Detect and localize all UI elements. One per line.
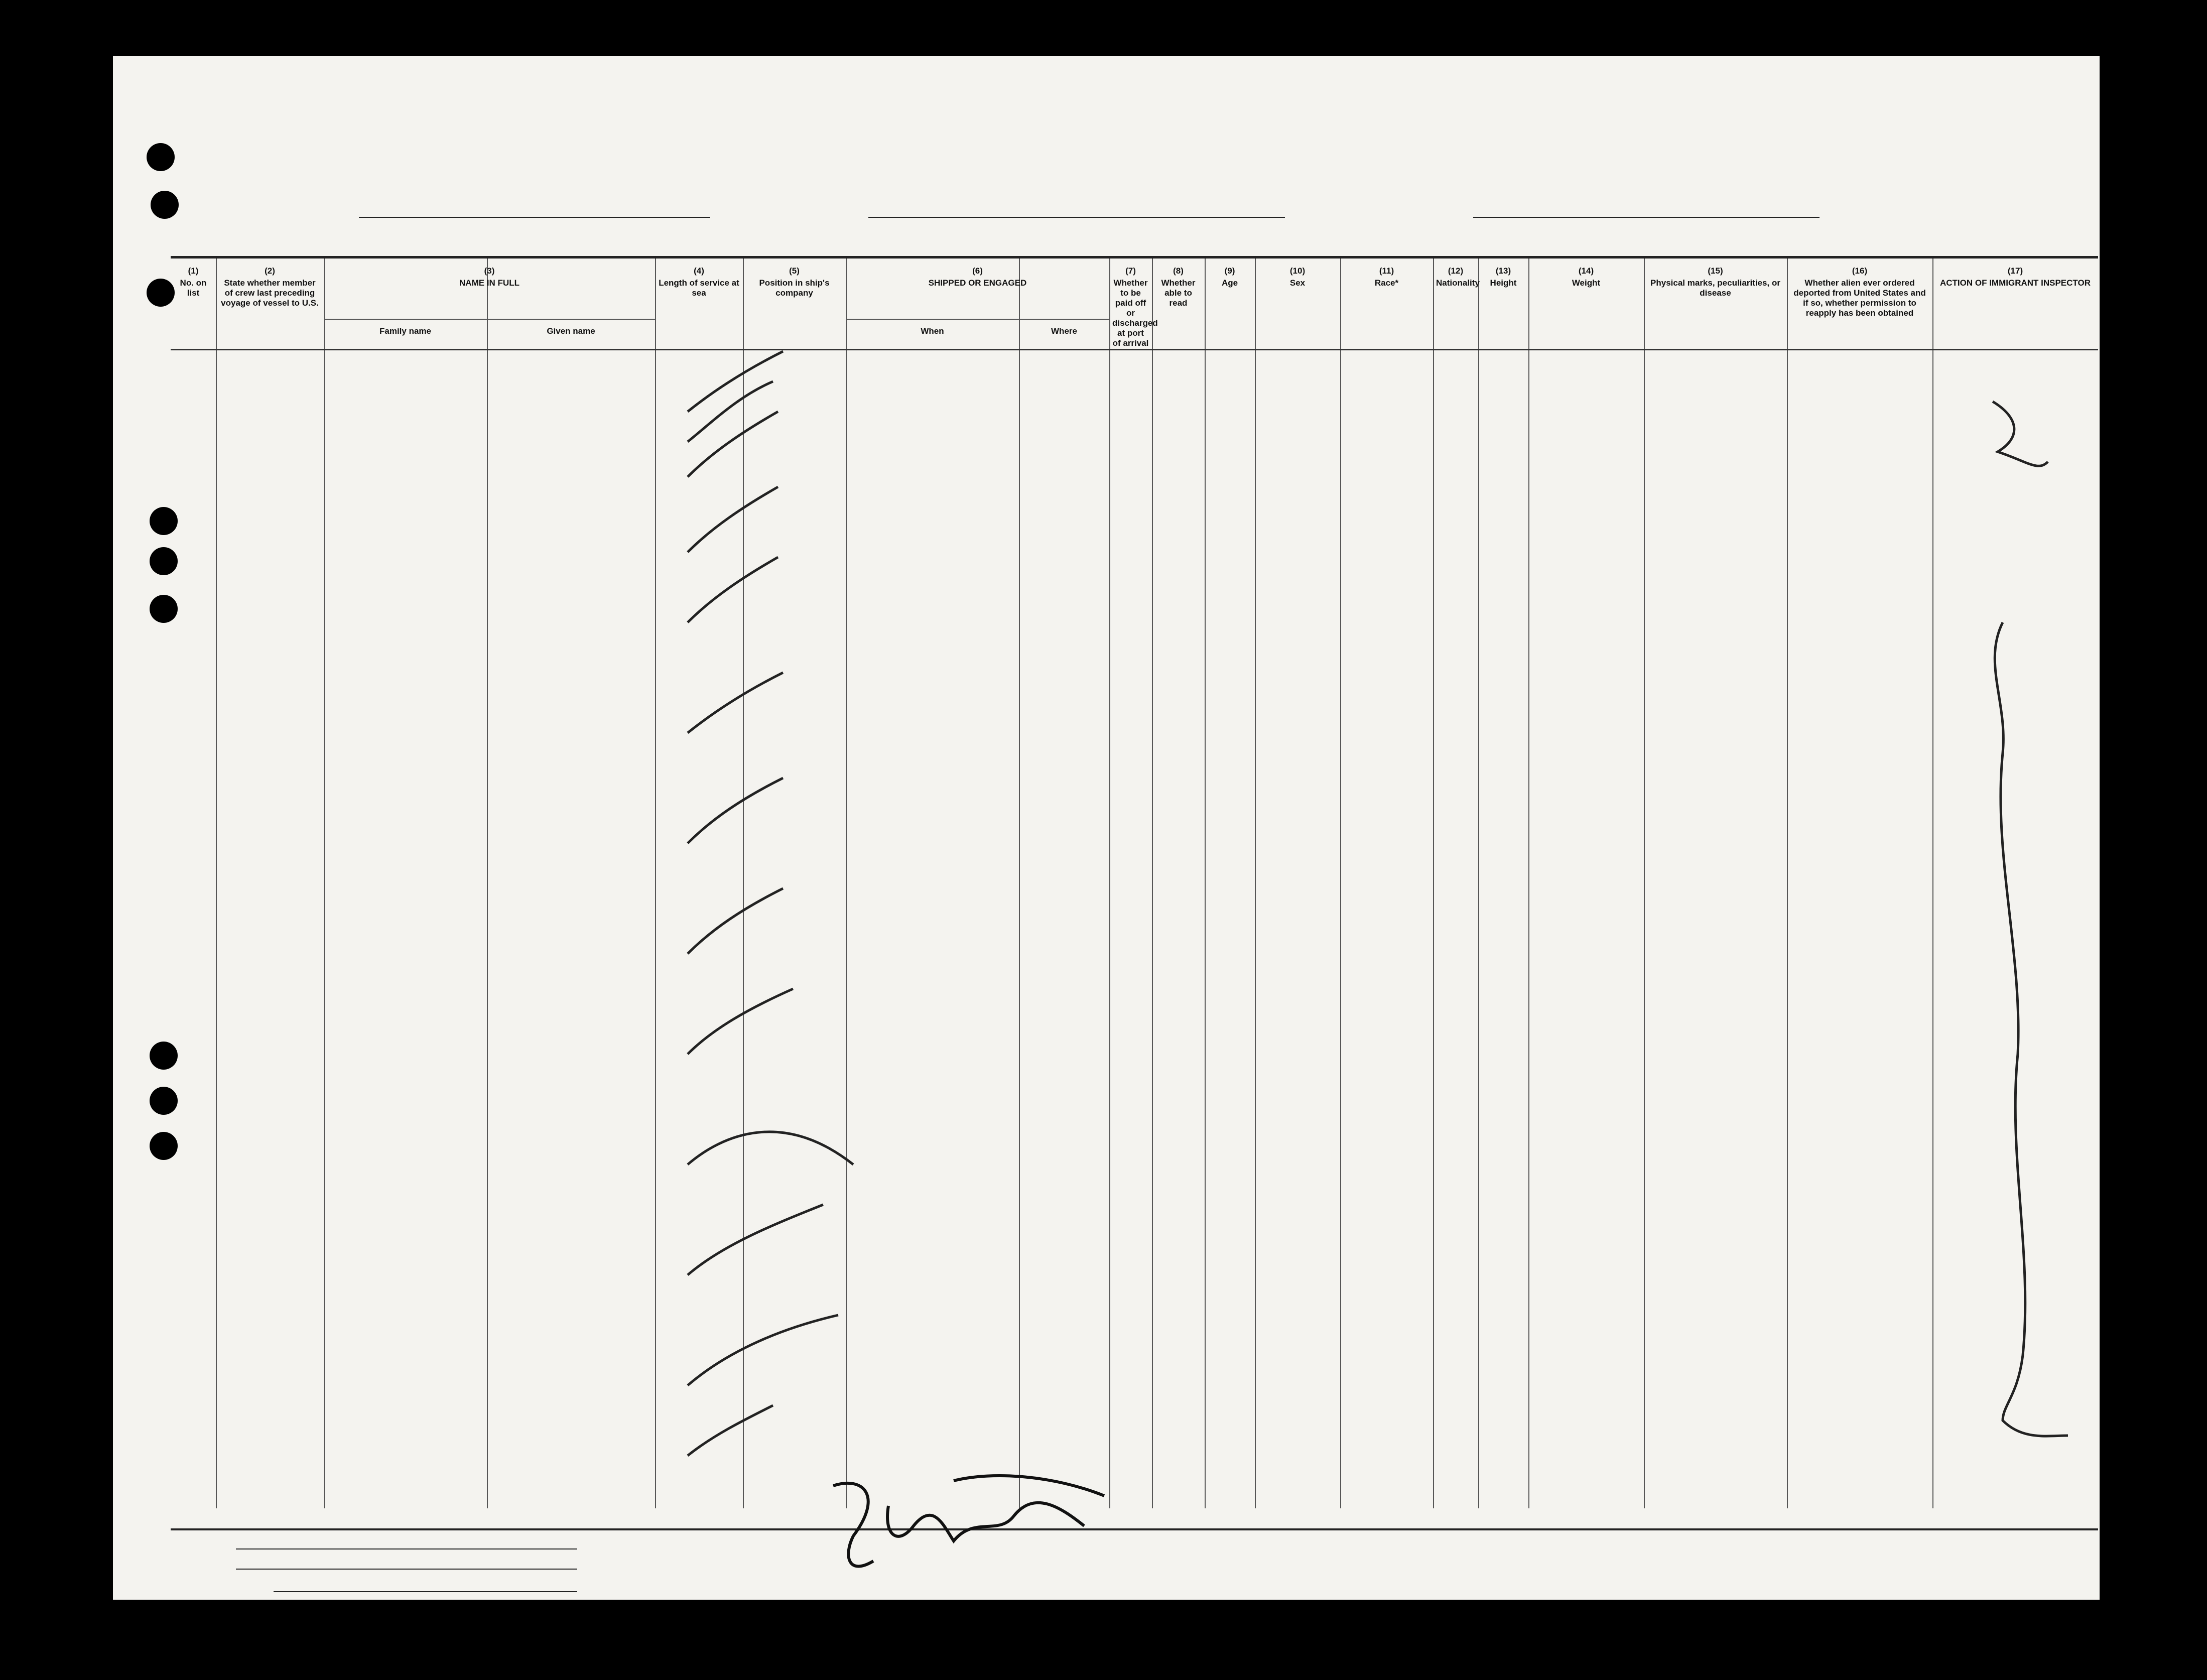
column-header <box>216 266 324 310</box>
column-number: (13) <box>1495 266 1511 276</box>
column-label: Sex <box>1289 278 1306 288</box>
column-label: Height <box>1490 278 1517 288</box>
column-header <box>1152 266 1205 310</box>
column-subheader: Family name <box>379 326 431 336</box>
column-label: State whether member of crew last preceding voyage of vessel to U.S. <box>221 278 319 308</box>
column-header <box>1205 266 1255 290</box>
column-header <box>1787 266 1932 320</box>
column-number: (9) <box>1224 266 1235 276</box>
column-divider <box>1255 259 1256 1508</box>
column-header <box>1255 266 1340 290</box>
column-divider <box>1109 259 1110 1508</box>
column-label: Whether to be paid off or discharged at port of arrival <box>1112 278 1158 348</box>
column-header <box>324 266 655 290</box>
column-divider <box>1152 259 1153 1508</box>
column-number: (2) <box>265 266 275 276</box>
column-divider <box>1019 259 1020 1508</box>
column-number: (16) <box>1852 266 1868 276</box>
column-number: (7) <box>1125 266 1136 276</box>
column-label: Length of service at sea <box>659 278 739 298</box>
column-label: Age <box>1221 278 1238 288</box>
subheader-divider <box>846 319 1109 320</box>
departure-underline <box>1473 217 1820 218</box>
column-divider <box>487 259 488 1508</box>
column-label: NAME IN FULL <box>459 278 520 288</box>
column-number: (8) <box>1173 266 1184 276</box>
column-divider <box>1433 259 1434 1508</box>
arrival-underline <box>868 217 1285 218</box>
column-header <box>171 266 216 300</box>
column-divider <box>1478 259 1479 1508</box>
column-label: Physical marks, peculiarities, or disease <box>1650 278 1780 298</box>
column-number: (15) <box>1708 266 1723 276</box>
column-number: (4) <box>694 266 704 276</box>
column-label: Nationality <box>1436 278 1480 288</box>
column-number: (5) <box>789 266 800 276</box>
column-header <box>1528 266 1644 290</box>
column-header <box>1478 266 1528 290</box>
column-subheader: When <box>921 326 944 336</box>
agents-underline <box>274 1591 577 1592</box>
column-number: (3) <box>484 266 495 276</box>
column-divider <box>1340 259 1341 1508</box>
column-header <box>1932 266 2098 290</box>
column-label: Race* <box>1374 278 1399 288</box>
column-subheader: Given name <box>547 326 595 336</box>
column-header <box>1340 266 1433 290</box>
column-number: (12) <box>1448 266 1464 276</box>
column-label: No. on list <box>180 278 207 298</box>
column-number: (10) <box>1289 266 1306 276</box>
column-header <box>655 266 743 300</box>
column-divider <box>1644 259 1645 1508</box>
column-divider <box>1932 259 1933 1508</box>
column-header <box>1109 266 1158 350</box>
column-divider <box>655 259 656 1508</box>
column-divider <box>1205 259 1206 1508</box>
crew-table <box>171 256 2098 1530</box>
column-number: (1) <box>188 266 199 276</box>
column-number: (11) <box>1379 266 1394 276</box>
column-divider <box>1787 259 1788 1508</box>
column-divider <box>1528 259 1529 1508</box>
column-divider <box>324 259 325 1508</box>
owners-underline <box>236 1569 577 1570</box>
column-label: Weight <box>1572 278 1601 288</box>
column-header <box>846 266 1109 290</box>
column-subheader: Where <box>1051 326 1077 336</box>
column-header <box>1433 266 1478 290</box>
vessel-underline <box>359 217 710 218</box>
subheader-divider <box>324 319 655 320</box>
binder-hole <box>147 143 175 171</box>
column-number: (14) <box>1578 266 1594 276</box>
column-label: Whether alien ever ordered deported from United States and if so, whether permission to reapply has been obtained <box>1793 278 1926 318</box>
column-divider <box>846 259 847 1508</box>
column-label: ACTION OF IMMIGRANT INSPECTOR <box>1939 278 2091 288</box>
column-label: SHIPPED OR ENGAGED <box>928 278 1027 288</box>
column-number: (6) <box>972 266 983 276</box>
column-label: Whether able to read <box>1161 278 1196 308</box>
line-underline <box>236 1548 577 1549</box>
column-header <box>743 266 846 300</box>
column-number: (17) <box>2007 266 2023 276</box>
column-divider <box>216 259 217 1508</box>
binder-hole <box>151 191 179 219</box>
column-divider <box>743 259 744 1508</box>
column-label: Position in ship's company <box>759 278 830 298</box>
column-header <box>1644 266 1787 300</box>
